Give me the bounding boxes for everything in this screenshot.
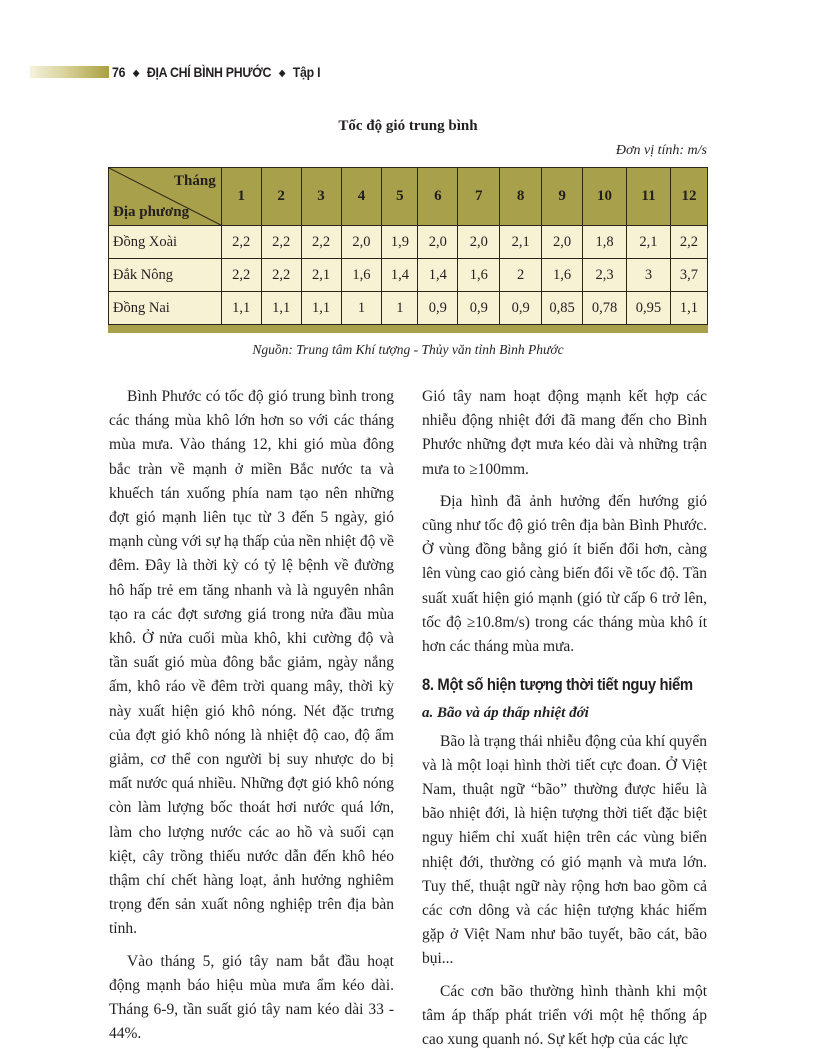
book-title: ĐỊA CHÍ BÌNH PHƯỚC — [146, 64, 272, 80]
month-header: 2 — [261, 168, 301, 226]
value-cell: 2,1 — [301, 259, 341, 292]
table-bottom-band — [108, 325, 708, 333]
body-paragraph: Các cơn bão thường hình thành khi một tâm áp thấp phát triển với một hệ thống áp cao xung quanh nó. Sự kết hợp của các lực — [422, 982, 707, 1049]
table-row — [109, 259, 708, 292]
value-cell: 2,2 — [301, 226, 341, 259]
value-cell: 2,0 — [458, 226, 500, 259]
value-cell: 0,9 — [500, 292, 542, 325]
value-cell: 2,0 — [418, 226, 458, 259]
table-row — [109, 226, 708, 259]
body-paragraph: Vào tháng 5, gió tây nam bắt đầu hoạt động mạnh báo hiệu mùa mưa ẩm kéo dài. Tháng 6-9, tần suất gió tây nam kéo dài 33 - 44%. — [109, 952, 394, 1043]
month-header: 4 — [341, 168, 382, 226]
value-cell: 0,78 — [583, 292, 627, 325]
corner-label-month: Tháng — [174, 173, 216, 189]
corner-label-location: Địa phương — [113, 204, 190, 220]
sub-heading: a. Bão và áp thấp nhiệt đới — [422, 705, 589, 722]
value-cell: 3,7 — [670, 259, 707, 292]
value-cell: 2,0 — [341, 226, 382, 259]
value-cell: 2,2 — [261, 259, 301, 292]
table-unit: Đơn vị tính: m/s — [615, 143, 707, 158]
body-paragraph: Địa hình đã ảnh hưởng đến hướng gió cũng như tốc độ gió trên địa bàn Bình Phước. Ở vùng đồng bằng gió ít biến đổi hơn, càng lên vùng cao gió càng biến đổi về tốc độ. Tần suất xuất hiện gió mạnh (gió từ cấp 6 trở lên, tốc độ ≥10.8m/s) trong các tháng mùa khô ít hơn các tháng mùa mưa. — [422, 492, 707, 656]
month-header: 1 — [221, 168, 261, 226]
table-title: Tốc độ gió trung bình — [338, 118, 478, 134]
value-cell: 1,1 — [670, 292, 707, 325]
value-cell: 0,95 — [627, 292, 671, 325]
month-header: 9 — [542, 168, 583, 226]
body-paragraph: Bình Phước có tốc độ gió trung bình trong các tháng mùa khô lớn hơn so với các tháng mùa mưa. Vào tháng 12, khi gió mùa đông bắc tràn về mạnh ở miền Bắc nước ta và khuếch tán xuống phía nam tạo nên những đợt gió mạnh liên tục từ 3 đến 5 ngày, gió mạnh cùng với sự hạ thấp của nền nhiệt độ về đêm. Đây là thời kỳ có tỷ lệ bệnh về đường hô hấp trẻ em tăng nhanh và là nguyên nhân tạo ra các đợt sương giá trong nửa đầu mùa khô. Ở nửa cuối mùa khô, khi cường độ và tần suất gió mùa đông bắc giảm, ngày nắng ấm, khô ráo về đêm trời quang mây, thời kỳ này xuất hiện gió khô nóng. Nét đặc trưng của đợt gió khô nóng là nhiệt độ cao, độ ẩm giảm, cơ thể con người bị suy nhược do bị mất nước quá nhiều. Những đợt gió khô nóng còn làm lượng bốc thoát hơi nước quá lớn, làm cho lượng nước các ao hồ và suối cạn kiệt, cây trồng thiếu nước dẫn đến khô héo thậm chí chết hàng loạt, ảnh hưởng nghiêm trọng đến sản xuất nông nghiệp trên địa bàn tỉnh. — [109, 388, 394, 938]
value-cell: 2,2 — [670, 226, 707, 259]
section-heading: 8. Một số hiện tượng thời tiết nguy hiểm — [422, 676, 693, 695]
month-header: 5 — [382, 168, 418, 226]
running-head — [30, 64, 349, 80]
value-cell: 1,9 — [382, 226, 418, 259]
month-header: 10 — [583, 168, 627, 226]
volume-label: Tập I — [292, 64, 321, 80]
value-cell: 1 — [341, 292, 382, 325]
body-paragraph-continuation: Gió tây nam hoạt động mạnh kết hợp các nhiễu động nhiệt đới đã mang đến cho Bình Phước những đợt mưa kéo dài và những trận mưa to ≥100mm. — [422, 388, 707, 478]
header-accent-bar — [30, 66, 109, 78]
value-cell: 1,6 — [341, 259, 382, 292]
value-cell: 2,2 — [221, 259, 261, 292]
running-head-text — [112, 64, 320, 80]
value-cell: 2 — [500, 259, 542, 292]
month-header: 3 — [301, 168, 341, 226]
value-cell: 1,8 — [583, 226, 627, 259]
diamond-separator-icon: ◆ — [132, 68, 140, 79]
table-header-row — [109, 168, 708, 226]
location-cell: Đồng Nai — [109, 292, 222, 325]
wind-speed-table — [108, 167, 708, 325]
value-cell: 1,6 — [542, 259, 583, 292]
value-cell: 1,1 — [221, 292, 261, 325]
month-header: 8 — [500, 168, 542, 226]
table-row — [109, 292, 708, 325]
value-cell: 1,1 — [261, 292, 301, 325]
month-header: 6 — [418, 168, 458, 226]
location-cell: Đắk Nông — [109, 259, 222, 292]
value-cell: 1,1 — [301, 292, 341, 325]
value-cell: 2,1 — [627, 226, 671, 259]
value-cell: 3 — [627, 259, 671, 292]
right-text-column — [422, 385, 707, 1060]
value-cell: 0,85 — [542, 292, 583, 325]
table-source-note: Nguồn: Trung tâm Khí tượng - Thủy văn tỉnh Bình Phước — [252, 342, 564, 357]
corner-header-cell — [109, 168, 222, 226]
month-header: 11 — [627, 168, 671, 226]
month-header: 7 — [458, 168, 500, 226]
value-cell: 2,1 — [500, 226, 542, 259]
value-cell: 1,4 — [418, 259, 458, 292]
location-cell: Đồng Xoài — [109, 226, 222, 259]
diamond-separator-icon: ◆ — [278, 68, 286, 79]
page-number: 76 — [112, 64, 126, 80]
value-cell: 2,0 — [542, 226, 583, 259]
value-cell: 1 — [382, 292, 418, 325]
value-cell: 1,4 — [382, 259, 418, 292]
value-cell: 2,2 — [221, 226, 261, 259]
month-header: 12 — [670, 168, 707, 226]
value-cell: 2,2 — [261, 226, 301, 259]
value-cell: 0,9 — [418, 292, 458, 325]
value-cell: 2,3 — [583, 259, 627, 292]
left-text-column — [109, 385, 394, 1054]
value-cell: 1,6 — [458, 259, 500, 292]
value-cell: 0,9 — [458, 292, 500, 325]
body-paragraph: Bão là trạng thái nhiễu động của khí quyển và là một loại hình thời tiết cực đoan. Ở Việt Nam, thuật ngữ “bão” thường được hiểu là bão nhiệt đới, là hiện tượng thời tiết đặc biệt nguy hiểm chỉ xuất hiện trên các vùng biển nhiệt đới, thường có gió mạnh và mưa lớn. Tuy thế, thuật ngữ này rộng hơn bao gồm cả các cơn dông và các hiện tượng khác hiếm gặp ở Việt Nam như bão tuyết, bão cát, bão bụi... — [422, 732, 707, 968]
